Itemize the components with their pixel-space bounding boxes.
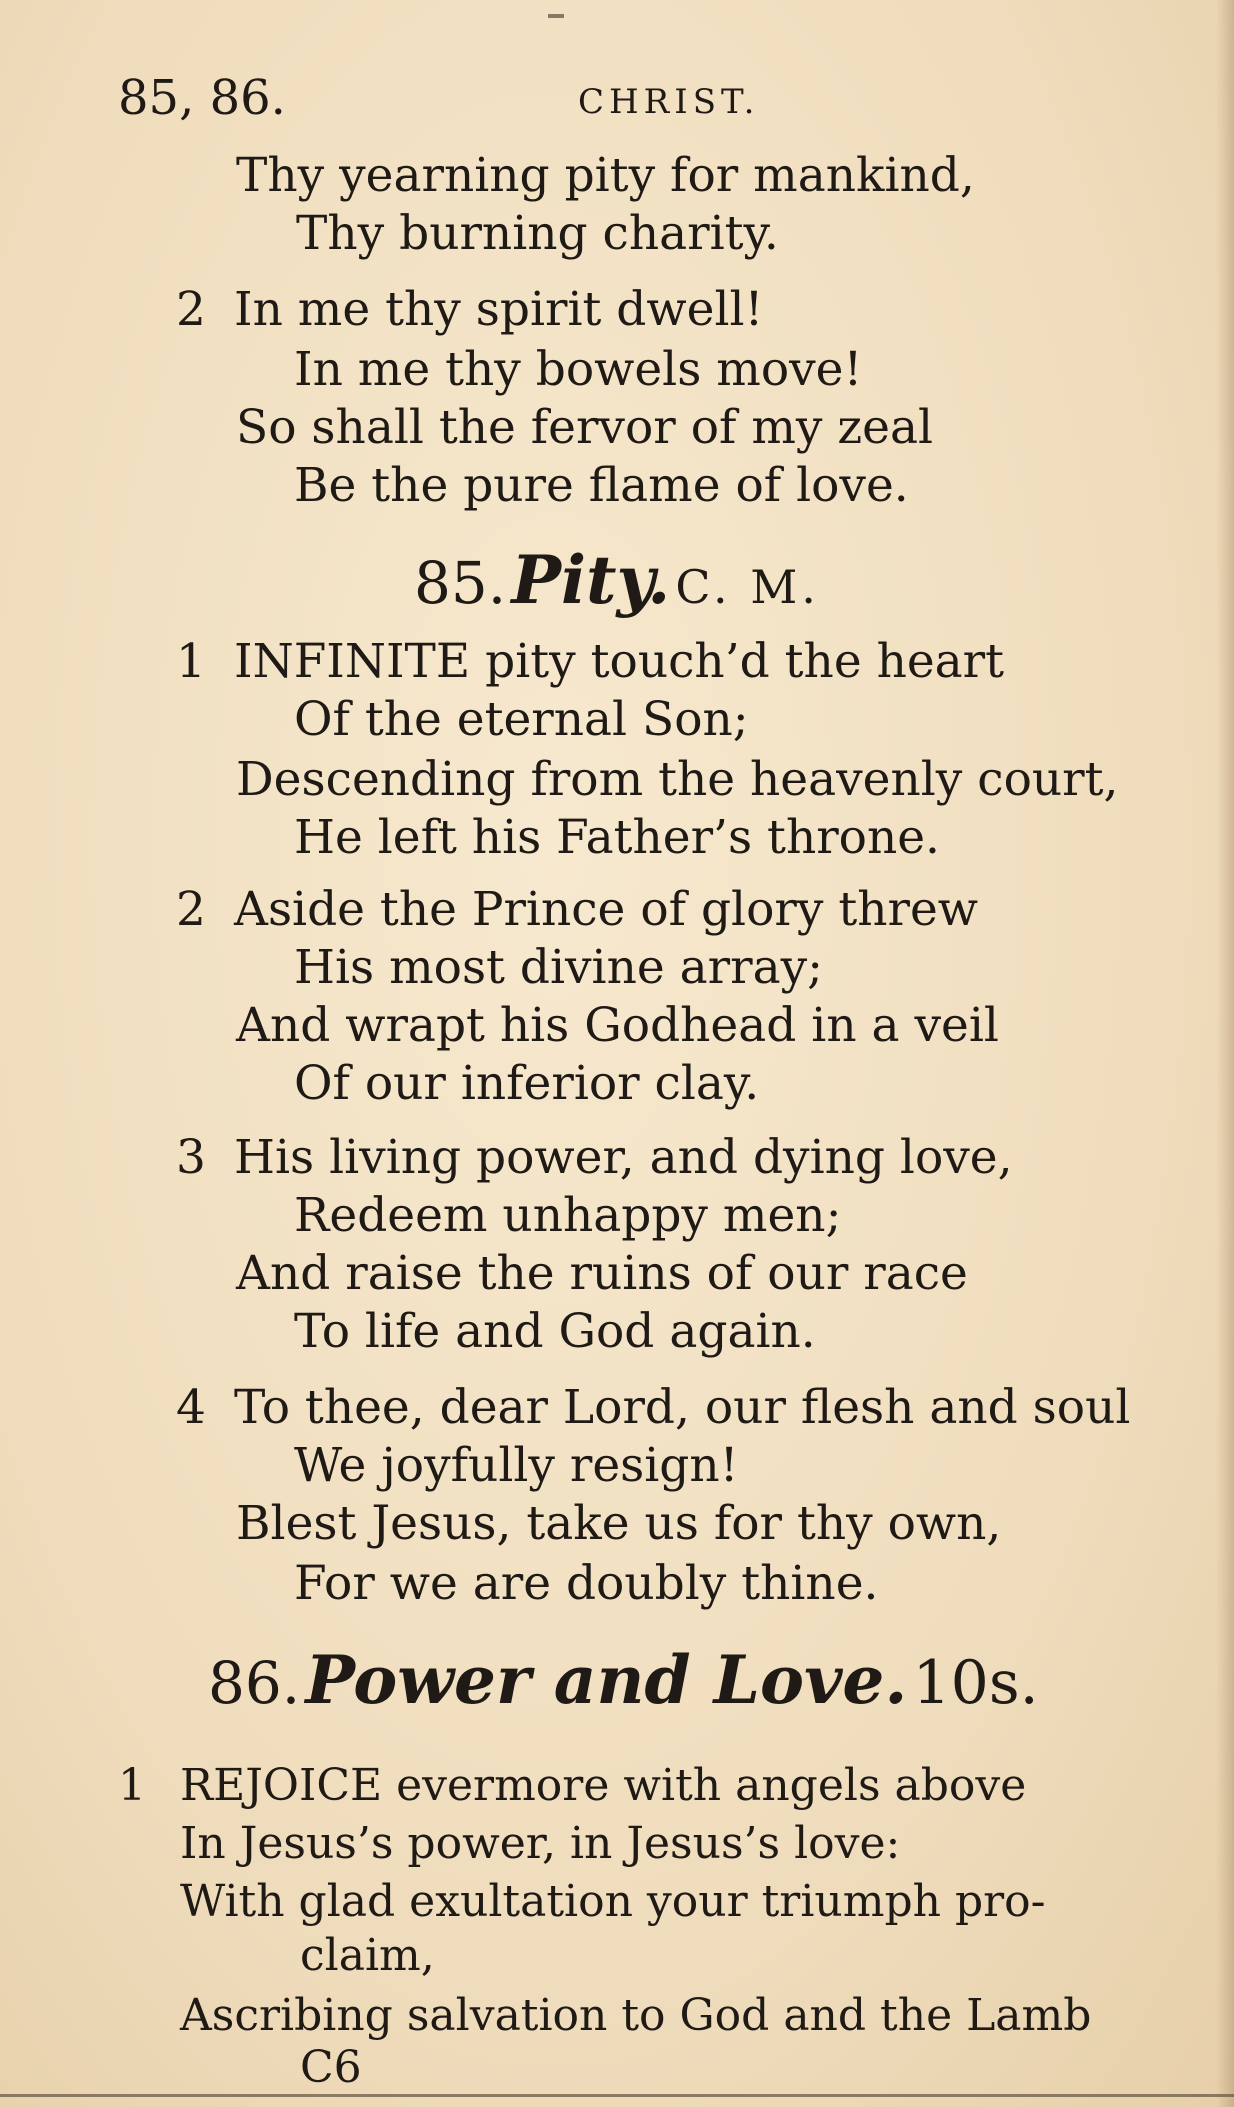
verse-line: In Jesus’s power, in Jesus’s love: (180, 1818, 901, 1869)
stanza-first-line (176, 1130, 1013, 1186)
verse-line: Ascribing salvation to God and the Lamb (180, 1990, 1092, 2041)
stanza-number: 2 (176, 882, 206, 937)
hymn-number: 86. (208, 1649, 301, 1717)
page-edge-shadow (1216, 0, 1234, 2107)
verse-line: Of the eternal Son; (294, 692, 749, 747)
hymn-meter: 10s. (912, 1648, 1039, 1718)
verse-line: REJOICE evermore with angels above (180, 1760, 1027, 1811)
verse-line: With glad exultation your triumph pro- (180, 1876, 1046, 1927)
verse-line: In me thy bowels move! (294, 342, 863, 397)
stanza-first-line (176, 282, 763, 338)
verse-line: INFINITE pity touch’d the heart (234, 634, 1005, 689)
stanza-number: 1 (118, 1760, 146, 1811)
hymn-meter: C. M. (675, 560, 820, 614)
verse-line: He left his Father’s throne. (294, 810, 940, 865)
page-hymn-numbers: 85, 86. (118, 70, 286, 126)
verse-line: And raise the ruins of our race (236, 1246, 968, 1301)
stanza-first-line (176, 1380, 1130, 1436)
stanza-first-line (176, 634, 1004, 690)
print-mark (548, 14, 564, 18)
running-title: CHRIST. (578, 82, 760, 122)
verse-line: To thee, dear Lord, our flesh and soul (234, 1380, 1131, 1435)
stanza-number: 1 (176, 634, 206, 689)
verse-line: Thy yearning pity for mankind, (236, 148, 975, 203)
hymn-number: 85. (414, 549, 507, 617)
verse-line: In me thy spirit dwell! (234, 282, 764, 337)
verse-line: Redeem unhappy men; (294, 1188, 842, 1243)
signature-mark: C6 (300, 2042, 362, 2093)
stanza-number: 2 (176, 282, 206, 337)
verse-line: For we are doubly thine. (294, 1556, 879, 1611)
verse-line: His living power, and dying love, (234, 1130, 1013, 1185)
verse-line: Of our inferior clay. (294, 1056, 760, 1111)
verse-line: And wrapt his Godhead in a veil (236, 998, 999, 1053)
verse-line: We joyfully resign! (294, 1438, 739, 1493)
hymn-86-heading (208, 1640, 1039, 1738)
stanza-number: 3 (176, 1130, 206, 1185)
bottom-rule (0, 2094, 1234, 2097)
stanza-first-line (176, 882, 978, 938)
verse-line: claim, (300, 1930, 435, 1981)
verse-line: To life and God again. (294, 1304, 816, 1359)
verse-line: Blest Jesus, take us for thy own, (236, 1496, 1002, 1551)
verse-line: So shall the fervor of my zeal (236, 400, 934, 455)
verse-line: Be the pure flame of love. (294, 458, 909, 513)
hymn-title: Power and Love. (305, 1641, 908, 1719)
verse-line: Descending from the heavenly court, (236, 752, 1119, 807)
verse-line: His most divine array; (294, 940, 823, 995)
stanza-first-line (118, 1758, 1026, 1814)
stanza-number: 4 (176, 1380, 206, 1435)
verse-line: Aside the Prince of glory threw (234, 882, 978, 937)
hymn-title: Pity. (511, 541, 671, 619)
verse-line: Thy burning charity. (296, 206, 779, 261)
hymn-85-heading (414, 540, 820, 638)
